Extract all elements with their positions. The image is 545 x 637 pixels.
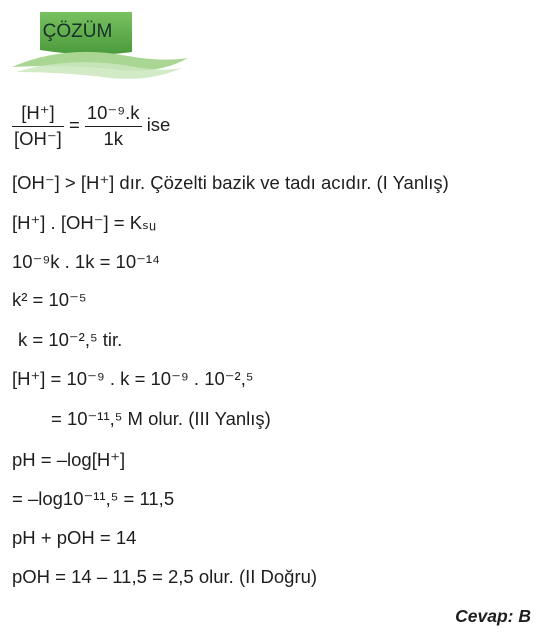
solution-line-7: = 10⁻¹¹,⁵ M olur. (III Yanlış) [51, 408, 271, 429]
value-denominator: 1k [85, 126, 142, 149]
solution-line-9: = –log10⁻¹¹,⁵ = 11,5 [12, 488, 175, 509]
solution-line-10: pH + pOH = 14 [12, 527, 137, 548]
solution-line-1: [OH⁻] > [H⁺] dır. Çözelti bazik ve tadı acıdır. (I Yanlış) [12, 172, 449, 193]
fraction-line [12, 104, 170, 148]
ratio-denominator: [OH⁻] [14, 127, 62, 149]
solution-line-11: pOH = 14 – 11,5 = 2,5 olur. (II Doğru) [12, 566, 318, 587]
solution-line-4: k² = 10⁻⁵ [12, 289, 87, 310]
solution-line-8: pH = –log[H⁺] [12, 449, 126, 470]
value-fraction [85, 104, 142, 148]
value-numerator: 10⁻⁹.k [86, 102, 140, 123]
equals-sign: = [68, 113, 80, 135]
ratio-fraction [12, 104, 64, 148]
solution-line-5: k = 10⁻²,⁵ tir. [18, 329, 123, 350]
badge-label: ÇÖZÜM [42, 21, 113, 42]
solution-badge [10, 12, 190, 92]
answer-label: Cevap: B [455, 606, 531, 626]
solution-line-6: [H⁺] = 10⁻⁹ . k = 10⁻⁹ . 10⁻²,⁵ [12, 368, 254, 389]
fraction-suffix: ise [146, 113, 171, 135]
solution-line-2: [H⁺] . [OH⁻] = Kₛᵤ [12, 212, 157, 233]
solution-line-3: 10⁻⁹k . 1k = 10⁻¹⁴ [12, 251, 161, 272]
ratio-numerator: [H⁺] [21, 102, 55, 123]
